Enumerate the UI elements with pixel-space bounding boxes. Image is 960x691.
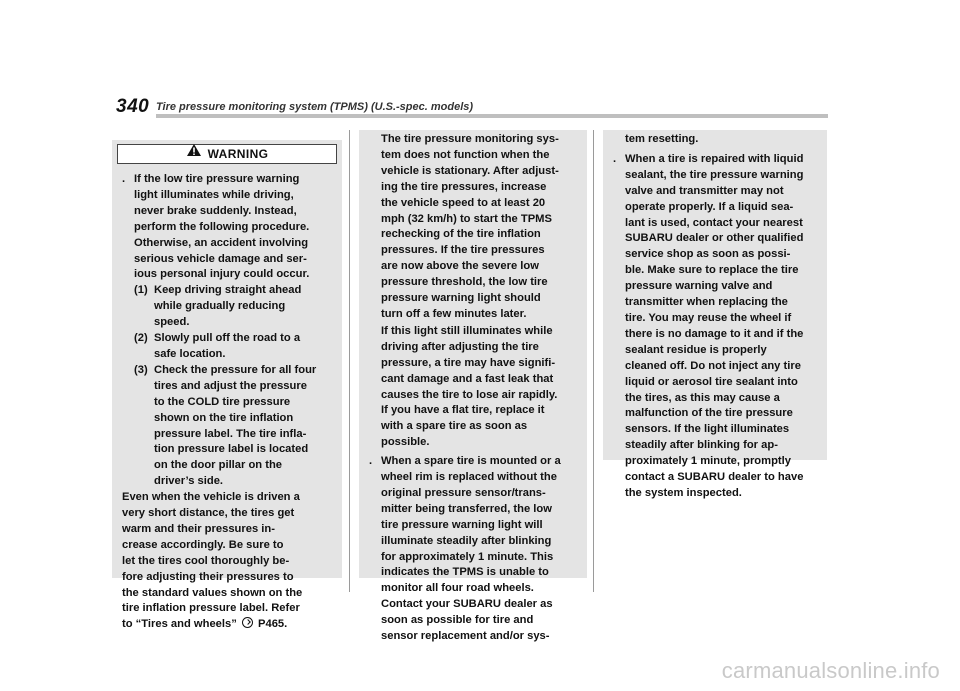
step-item bbox=[112, 331, 336, 363]
text-line: sealant residue is properly bbox=[625, 343, 767, 356]
header-rule bbox=[156, 114, 828, 118]
warning-label: WARNING bbox=[207, 147, 269, 161]
text-line: Slowly pull off the road to a bbox=[154, 332, 301, 345]
step-number: (3) bbox=[134, 363, 148, 376]
warning-box bbox=[112, 140, 342, 631]
text-line: steadily after blinking for ap- bbox=[625, 439, 778, 452]
step-number: (1) bbox=[134, 284, 148, 297]
text-line: light illuminates while driving, bbox=[134, 188, 294, 201]
text-line: pressure, a tire may have signifi- bbox=[381, 356, 556, 369]
text-line: original pressure sensor/trans- bbox=[381, 486, 546, 499]
text-line: fore adjusting their pressures to bbox=[122, 570, 294, 583]
continued-paragraph bbox=[603, 132, 821, 148]
reference-text: to “Tires and wheels” bbox=[122, 618, 237, 631]
column-divider-1 bbox=[349, 130, 350, 592]
text-line: Even when the vehicle is driven a bbox=[122, 491, 300, 504]
text-line: mph (32 km/h) to start the TPMS bbox=[381, 212, 552, 225]
text-line: If the low tire pressure warning bbox=[134, 173, 300, 185]
text-line: warm and their pressures in- bbox=[122, 522, 275, 535]
text-line: soon as possible for tire and bbox=[381, 614, 534, 627]
text-line: Keep driving straight ahead bbox=[154, 284, 302, 297]
text-line: serious vehicle damage and ser- bbox=[134, 252, 307, 265]
step-item bbox=[112, 363, 336, 490]
page-number: 340 bbox=[116, 96, 150, 117]
text-line: monitor all four road wheels. bbox=[381, 582, 534, 595]
site-watermark: carmanualsonline.info bbox=[721, 658, 940, 683]
text-line: contact a SUBARU dealer to have bbox=[625, 471, 804, 484]
text-line: ious personal injury could occur. bbox=[134, 268, 310, 281]
text-line: tire inflation pressure label. Refer bbox=[122, 602, 300, 615]
text-line: proximately 1 minute, promptly bbox=[625, 455, 791, 468]
text-line: let the tires cool thoroughly be- bbox=[122, 554, 290, 567]
warning-triangle-icon bbox=[186, 143, 202, 157]
text-line: liquid or aerosol tire sealant into bbox=[625, 375, 798, 388]
text-line: the standard values shown on the bbox=[122, 586, 303, 599]
text-line: perform the following procedure. bbox=[134, 220, 310, 233]
text-line: never brake suddenly. Instead, bbox=[134, 204, 297, 217]
text-line: the system inspected. bbox=[625, 486, 742, 499]
text-line: tion pressure label is located bbox=[154, 443, 309, 456]
running-title: Tire pressure monitoring system (TPMS) (U.S.-spec. models) bbox=[156, 101, 474, 113]
text-line: Contact your SUBARU dealer as bbox=[381, 598, 553, 611]
text-line: while gradually reducing bbox=[154, 300, 286, 313]
text-line: turn off a few minutes later. bbox=[381, 307, 527, 320]
text-line: on the door pillar on the bbox=[154, 459, 283, 472]
text-line: shown on the tire inflation bbox=[154, 411, 294, 424]
text-line: lant is used, contact your nearest bbox=[625, 216, 803, 229]
text-line: indicates the TPMS is unable to bbox=[381, 566, 549, 579]
page-reference-link[interactable]: P465. bbox=[258, 618, 288, 631]
text-line: the vehicle speed to at least 20 bbox=[381, 196, 546, 209]
text-line: crease accordingly. Be sure to bbox=[122, 538, 284, 551]
warning-paragraph bbox=[112, 490, 336, 633]
warning-header bbox=[117, 144, 337, 164]
warning-bullet-item bbox=[603, 152, 821, 502]
text-line: tires and adjust the pressure bbox=[154, 379, 307, 392]
text-line: to the COLD tire pressure bbox=[154, 395, 291, 408]
text-line: the tires, as this may cause a bbox=[625, 391, 780, 404]
text-line: When a spare tire is mounted or a bbox=[381, 455, 561, 468]
text-line: sealant, the tire pressure warning bbox=[625, 168, 804, 181]
text-line: driver’s side. bbox=[154, 475, 224, 488]
text-line: service shop as soon as possi- bbox=[625, 248, 791, 261]
text-line: If this light still illuminates while bbox=[381, 324, 553, 337]
text-line: pressure label. The tire infla- bbox=[154, 427, 307, 440]
text-line: tire pressure warning light will bbox=[381, 518, 543, 531]
warning-box-continued bbox=[359, 130, 587, 643]
text-line: are now above the severe low bbox=[381, 260, 539, 273]
text-line: pressure warning valve and bbox=[625, 280, 773, 293]
text-line: pressure threshold, the low tire bbox=[381, 276, 548, 289]
text-line: causes the tire to lose air rapidly. bbox=[381, 388, 558, 401]
text-line: Otherwise, an accident involving bbox=[134, 236, 309, 249]
text-line: operate properly. If a liquid sea- bbox=[625, 200, 794, 213]
text-line: very short distance, the tires get bbox=[122, 507, 295, 520]
text-line: cant damage and a fast leak that bbox=[381, 372, 554, 385]
text-line: ing the tire pressures, increase bbox=[381, 180, 547, 193]
text-line: with a spare tire as soon as bbox=[381, 420, 528, 433]
text-line: pressure warning light should bbox=[381, 292, 541, 305]
text-line: malfunction of the tire pressure bbox=[625, 407, 793, 420]
text-line: cleaned off. Do not inject any tire bbox=[625, 359, 801, 372]
column-divider-2 bbox=[593, 130, 594, 592]
text-line: SUBARU dealer or other qualified bbox=[625, 232, 804, 245]
text-line: there is no damage to it and if the bbox=[625, 327, 804, 340]
text-line: wheel rim is replaced without the bbox=[381, 471, 557, 484]
text-line bbox=[122, 617, 336, 633]
text-line: sensor replacement and/or sys- bbox=[381, 630, 550, 643]
text-line: pressures. If the tire pressures bbox=[381, 244, 545, 257]
continued-paragraph bbox=[359, 324, 581, 451]
text-line: rechecking of the tire inflation bbox=[381, 228, 541, 241]
text-line: driving after adjusting the tire bbox=[381, 340, 539, 353]
text-line: If you have a flat tire, replace it bbox=[381, 404, 545, 417]
text-line: for approximately 1 minute. This bbox=[381, 550, 554, 563]
text-line: The tire pressure monitoring sys- bbox=[381, 133, 559, 145]
page-reference-icon bbox=[242, 617, 253, 628]
text-line: tem resetting. bbox=[625, 133, 699, 145]
step-number: (2) bbox=[134, 332, 148, 345]
text-line: sensors. If the light illuminates bbox=[625, 423, 790, 436]
text-line: ble. Make sure to replace the tire bbox=[625, 264, 799, 277]
warning-bullet-item bbox=[359, 454, 581, 645]
text-line: mitter being transferred, the low bbox=[381, 502, 552, 515]
text-line: transmitter when replacing the bbox=[625, 296, 788, 309]
warning-bullet-item bbox=[112, 172, 336, 283]
bullet-mark: . bbox=[613, 152, 617, 165]
text-line: tire. You may reuse the wheel if bbox=[625, 311, 792, 324]
text-line: speed. bbox=[154, 316, 190, 329]
step-item bbox=[112, 283, 336, 331]
bullet-mark: . bbox=[122, 173, 126, 185]
text-line: When a tire is repaired with liquid bbox=[625, 152, 804, 165]
text-line: valve and transmitter may not bbox=[625, 184, 784, 197]
text-line: tem does not function when the bbox=[381, 148, 550, 161]
page-header bbox=[116, 96, 828, 120]
text-line: safe location. bbox=[154, 347, 226, 360]
continued-paragraph bbox=[359, 132, 581, 323]
text-line: vehicle is stationary. After adjust- bbox=[381, 164, 559, 177]
text-line: possible. bbox=[381, 436, 430, 449]
text-line: illuminate steadily after blinking bbox=[381, 534, 552, 547]
bullet-mark: . bbox=[369, 455, 373, 468]
text-line: Check the pressure for all four bbox=[154, 363, 317, 376]
warning-box-end bbox=[603, 130, 827, 499]
